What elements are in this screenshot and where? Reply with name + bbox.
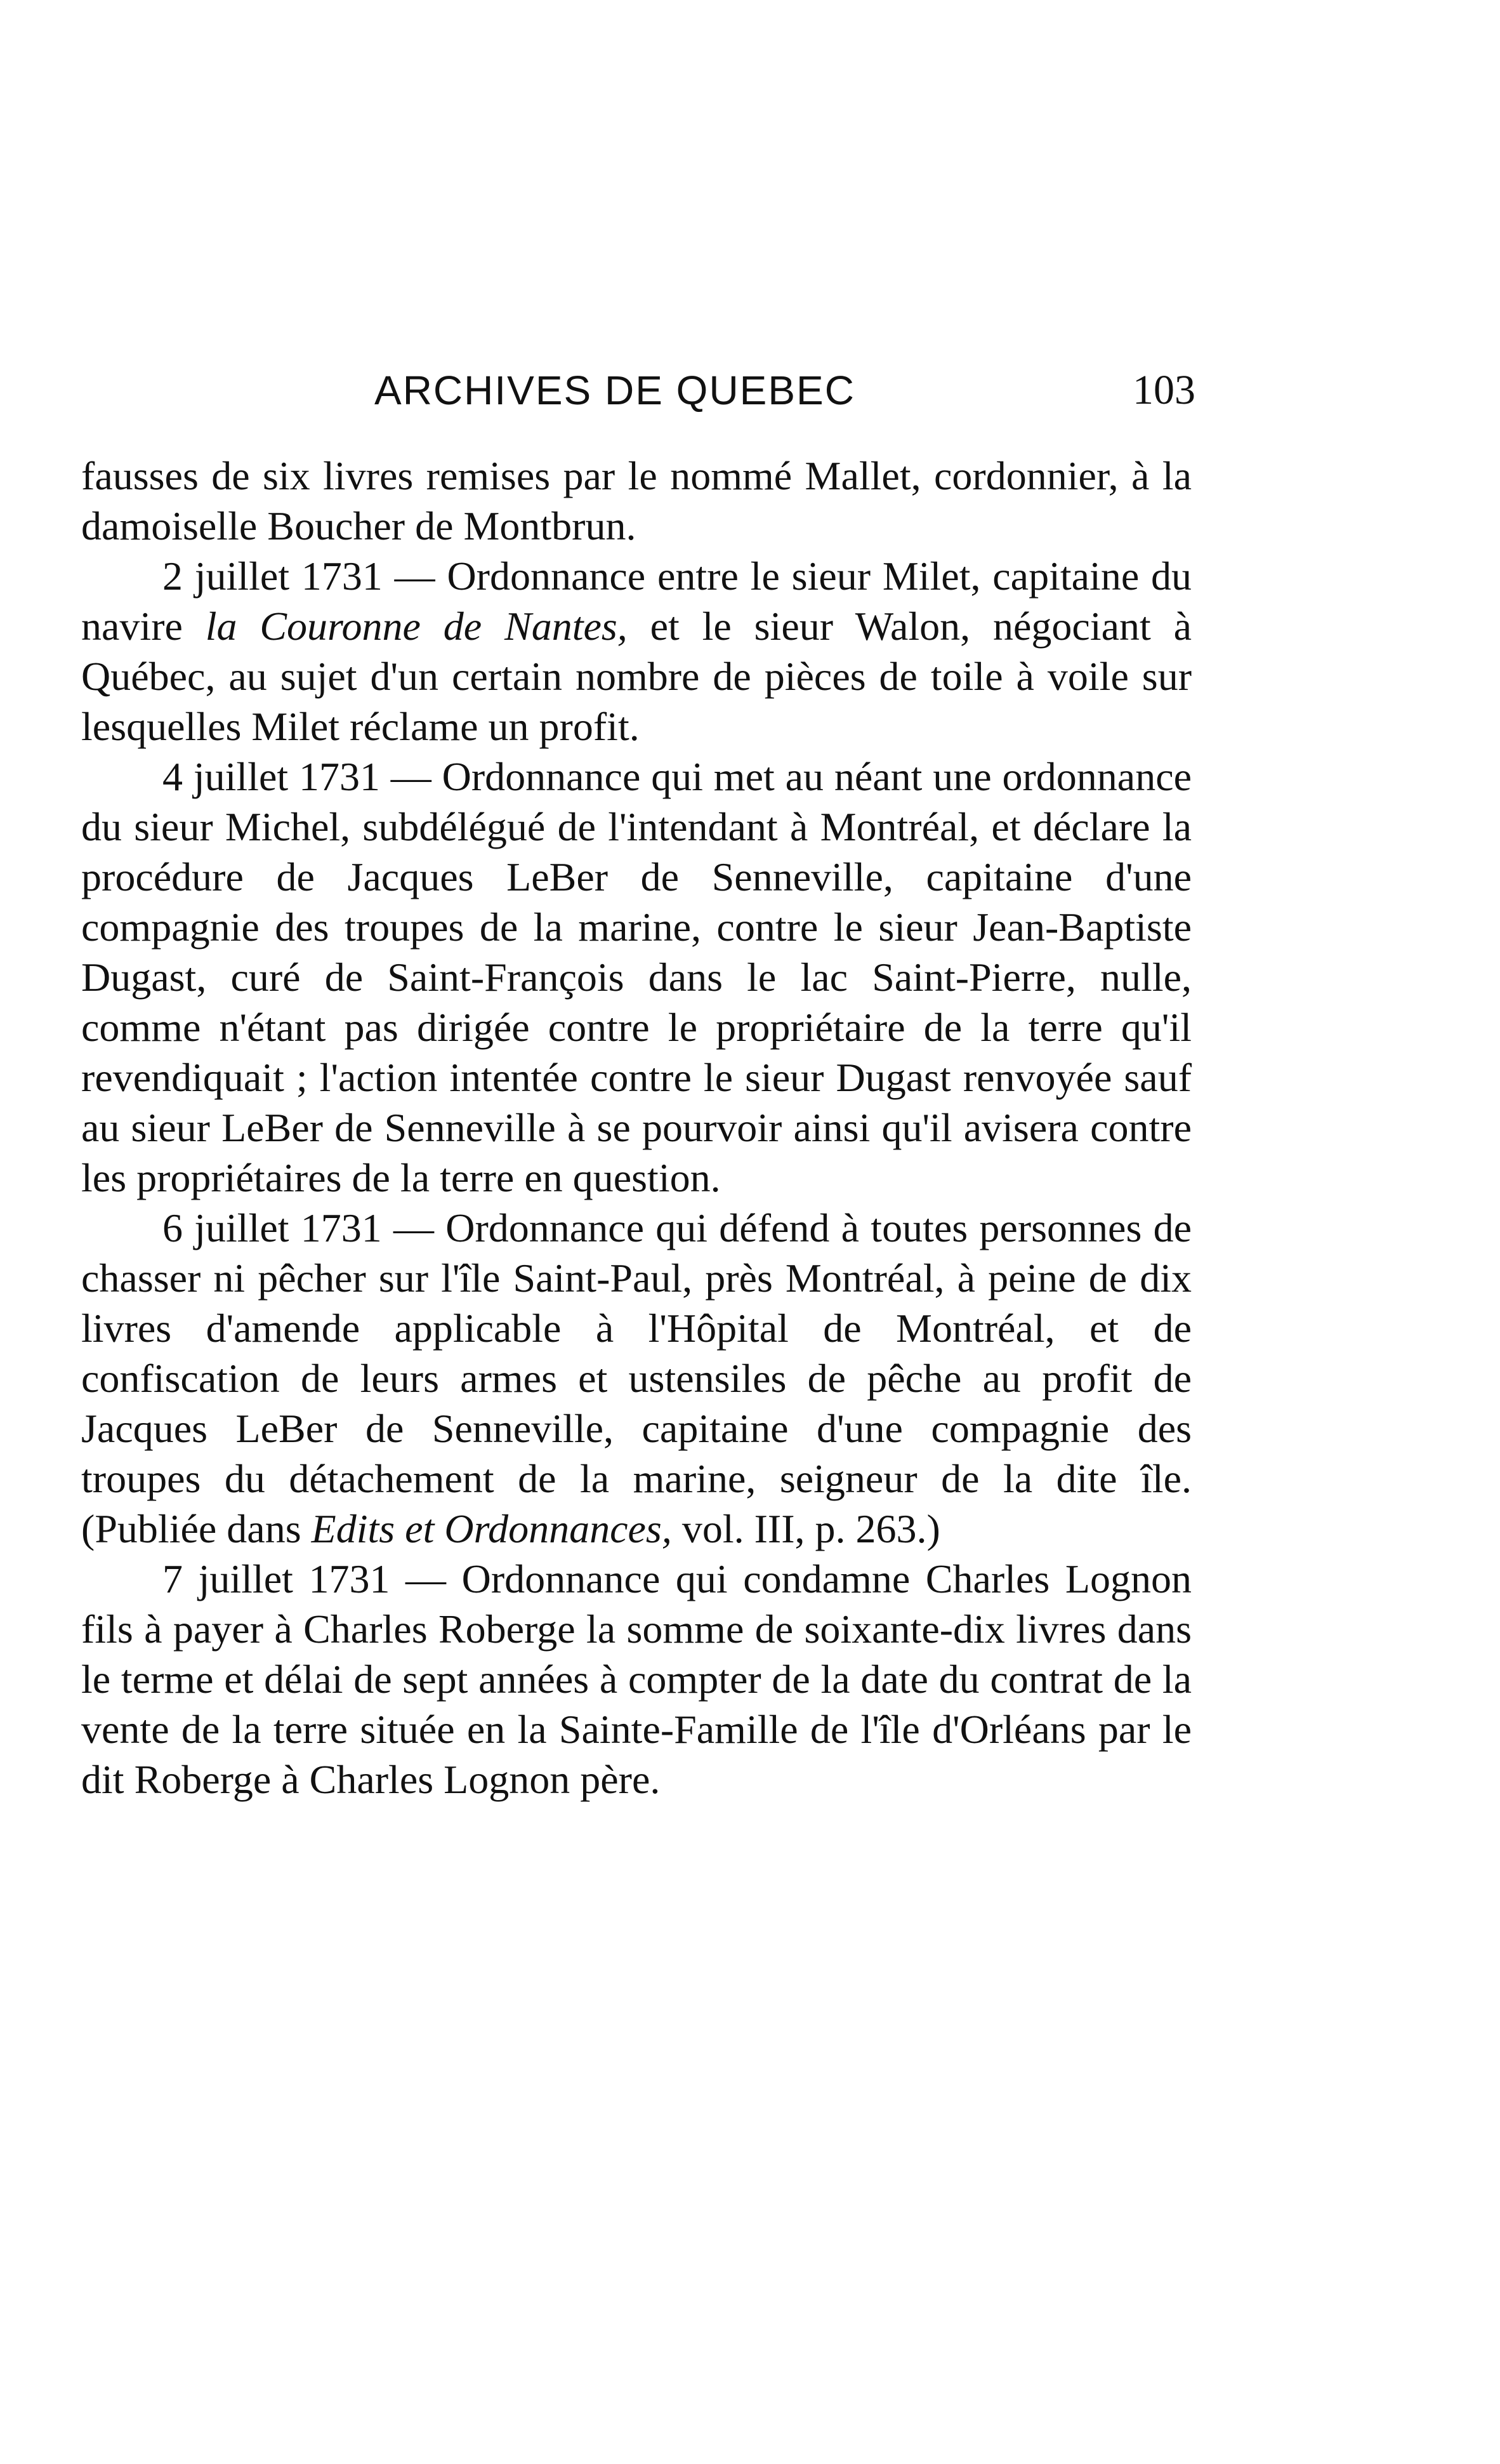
running-head [0, 355, 1500, 425]
running-title: ARCHIVES DE QUEBEC [374, 368, 855, 413]
ship-name: la Couronne de Nantes, [205, 604, 628, 649]
text-segment: 4 juillet 1731 — Ordonnance qui met au néant une ordonnance du sieur Michel, subdélégué de l'intendant à Montréal, et déclare la procédure de Jacques LeBer de Senneville, capitaine d'une compagnie des troupes de la marine, contre le sieur Jean-Baptiste Dugast, curé de Saint-François dans le lac Saint-Pierre, nulle, comme n'étant pas dirigée contre le propriétaire de la terre qu'il revendiquait ; l'action intentée contre le sieur Dugast renvoyée sauf au sieur LeBer de Senneville à se pourvoir ainsi qu'il avisera contre les propriétaires de la terre en question. [81, 754, 1192, 1200]
text-segment: fausses de six livres remises par le nommé Mallet, cordonnier, à la damoiselle Boucher de Montbrun. [81, 453, 1192, 548]
text-segment: 7 juillet 1731 — Ordonnance qui condamne Charles Lognon fils à payer à Charles Roberge la somme de soixante-dix livres dans le terme et délai de sept années à compter de la date du contrat de la vente de la terre située en la Sainte-Famille de l'île d'Orléans par le dit Roberge à Charles Lognon père. [81, 1556, 1192, 1802]
page-number: 103 [1133, 367, 1195, 413]
text-block [81, 451, 1192, 1805]
text-segment: vol. III, p. 263.) [671, 1506, 940, 1551]
paragraph-continuation [81, 451, 1192, 551]
text-segment: 6 juillet 1731 — Ordonnance qui défend à toutes personnes de chasser ni pêcher sur l'île Saint-Paul, près Montréal, à peine de dix livres d'amende applicable à l'Hôpital de Montréal, et de confiscation de leurs armes et ustensiles de pêche au profit de Jacques LeBer de Senneville, capitaine d'une compagnie des troupes du détachement de la marine, seigneur de la dite île. (Publiée dans [81, 1205, 1192, 1551]
text-segment: 2 juillet 1731 — Ordonnance entre le sieur Milet, capitaine du navire [81, 553, 1192, 649]
publication-title: Edits et Ordonnances, [311, 1506, 672, 1551]
text-segment: et le sieur Walon, négociant à Québec, au sujet d'un certain nombre de pièces de toile à voile sur lesquelles Milet réclame un profit. [81, 604, 1192, 749]
entry-1731-07-04 [81, 752, 1192, 1203]
entry-1731-07-06 [81, 1203, 1192, 1554]
entry-1731-07-02 [81, 551, 1192, 752]
entry-1731-07-07 [81, 1554, 1192, 1805]
